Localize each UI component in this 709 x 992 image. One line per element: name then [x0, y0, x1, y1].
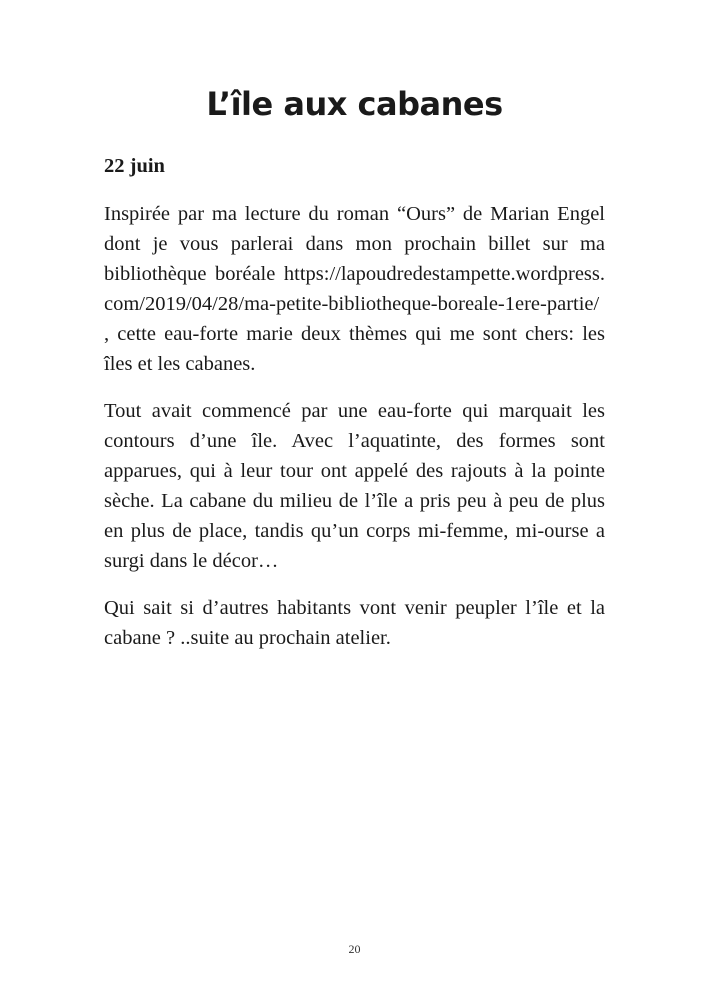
paragraph-1 — [104, 199, 605, 379]
paragraph-1-end: , cette eau-forte marie deux thèmes qui me sont chers: les îles et les cabanes. — [104, 323, 605, 375]
page-number: 20 — [348, 942, 361, 956]
paragraph-2: Tout avait commencé par une eau-forte qui marquait les contours d’une île. Avec l’aquatinte, des formes sont apparues, qui à leur tour ont appelé des rajouts à la pointe sèche. La cabane du milieu de l’île a pris peu à peu de plus en plus de place, tandis qu’un corps mi-femme, mi-ourse a surgi dans le décor… — [104, 400, 605, 572]
blog-link: https://lapoudredestampette.wordpress.com/2019/04/28/ma-petite-bibliotheque-boreale-1ere-partie/ — [104, 263, 605, 315]
page-title: L’île aux cabanes — [206, 85, 503, 123]
paragraph-1-intro: Inspirée par ma lecture du roman “Ours” de Marian Engel dont je vous parlerai dans mon prochain billet sur ma bibliothèque boréale — [104, 203, 605, 285]
paragraph-3: Qui sait si d’autres habitants vont venir peupler l’île et la cabane ? ..suite au prochain atelier. — [104, 597, 605, 649]
post-body — [104, 151, 605, 670]
post-date: 22 juin — [104, 155, 165, 177]
